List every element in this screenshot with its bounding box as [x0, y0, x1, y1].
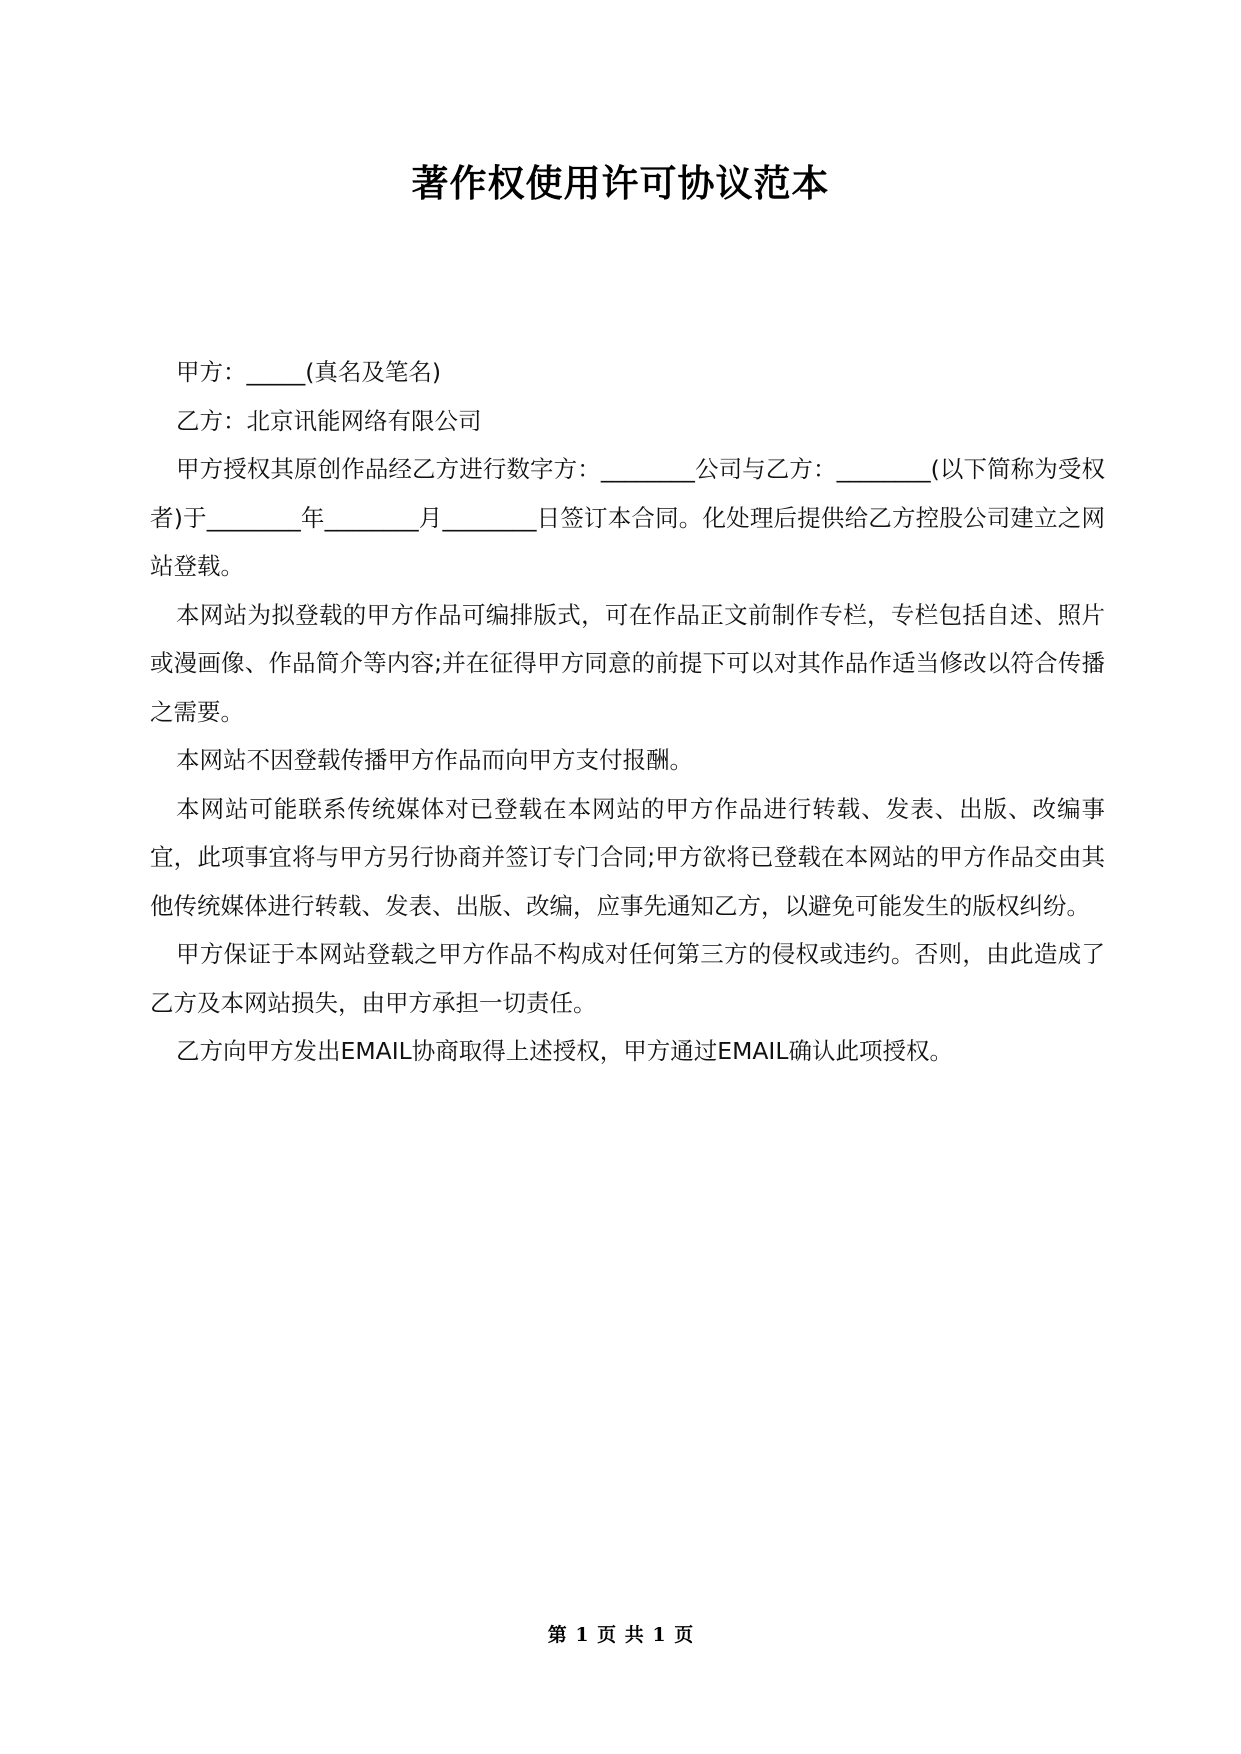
document-body: [150, 348, 1105, 1076]
layout-editing-paragraph: 本网站为拟登载的甲方作品可编排版式，可在作品正文前制作专栏，专栏包括自述、照片或漫画像、作品简介等内容;并在征得甲方同意的前提下可以对其作品作适当修改以符合传播之需要。: [150, 600, 1105, 726]
authorization-paragraph: 甲方授权其原创作品经乙方进行数字方：________公司与乙方：________(以下简称为受权者)于________年________月________日签订本合同。化处理后提供给乙方控股公司建立之网站登载。: [150, 455, 1105, 580]
party-a-line: 甲方：_____(真名及笔名): [176, 358, 442, 386]
party-b-line: 乙方：北京讯能网络有限公司: [176, 406, 482, 435]
no-remuneration-paragraph: 本网站不因登载传播甲方作品而向甲方支付报酬。: [176, 746, 693, 774]
email-confirmation-paragraph: 乙方向甲方发出EMAIL协商取得上述授权，甲方通过EMAIL确认此项授权。: [176, 1037, 953, 1065]
traditional-media-paragraph: 本网站可能联系传统媒体对已登载在本网站的甲方作品进行转载、发表、出版、改编事宜，此项事宜将与甲方另行协商并签订专门合同;甲方欲将已登载在本网站的甲方作品交由其他传统媒体进行转载、发表、出版、改编，应事先通知乙方，以避免可能发生的版权纠纷。: [150, 794, 1105, 920]
warranty-paragraph: 甲方保证于本网站登载之甲方作品不构成对任何第三方的侵权或违约。否则，由此造成了乙方及本网站损失，由甲方承担一切责任。: [150, 940, 1105, 1017]
document-title: 著作权使用许可协议范本: [411, 162, 830, 205]
page-number-footer: 第 1 页 共 1 页: [547, 1624, 694, 1646]
